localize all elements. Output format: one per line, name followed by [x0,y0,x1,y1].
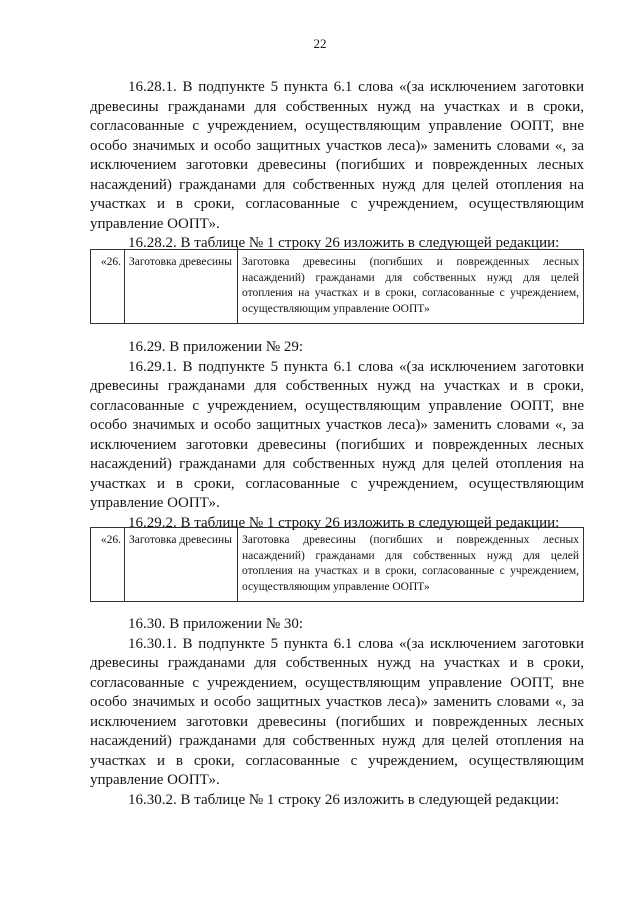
row-number-cell: «26. [91,250,125,324]
section-16-28 [90,78,584,254]
row-description-cell: Заготовка древесины (погибших и поврежденных лесных насаждений) гражданами для собственных нужд для целей отопления на участках и в сроки, согласованные с учреждением, осуществляющим управление ООПТ» [238,528,584,602]
paragraph-16-30-1: 16.30.1. В подпункте 5 пункта 6.1 слова «(за исключением заготовки древесины гражданами для собственных нужд на участках и в сроки, согласованные с учреждением, осуществляющим управление ООПТ, вне особо значимых и особо защитных участков леса)» заменить словами «, за исключением заготовки древесины (погибших и поврежденных лесных насаждений) гражданами для собственных нужд для целей отопления на участках и в сроки, согласованные с учреждением, осуществляющим управление ООПТ». [90,635,584,788]
table-row [91,250,584,324]
table-row-16-28 [90,249,584,324]
table-row-16-29 [90,527,584,602]
table-row [91,528,584,602]
row-number-cell: «26. [91,528,125,602]
paragraph-16-28-1: 16.28.1. В подпункте 5 пункта 6.1 слова «(за исключением заготовки древесины гражданами для собственных нужд на участках и в сроки, согласованные с учреждением, осуществляющим управление ООПТ, вне особо значимых и особо защитных участков леса)» заменить словами «, за исключением заготовки древесины (погибших и поврежденных лесных насаждений) гражданами для собственных нужд для целей отопления на участках и в сроки, согласованные с учреждением, осуществляющим управление ООПТ». [90,79,584,232]
heading-16-29: 16.29. В приложении № 29: [128,339,304,355]
page-number: 22 [313,36,327,51]
paragraph-16-30-2: 16.30.2. В таблице № 1 строку 26 изложить в следующей редакции: [128,791,560,808]
row-description-cell: Заготовка древесины (погибших и поврежденных лесных насаждений) гражданами для собственных нужд для целей отопления на участках и в сроки, согласованные с учреждением, осуществляющим управление ООПТ» [238,250,584,324]
section-16-29 [90,338,584,533]
paragraph-16-28-2: 16.28.2. В таблице № 1 строку 26 изложить в следующей редакции: [128,235,560,251]
row-name-cell: Заготовка древесины [125,528,238,602]
heading-16-30: 16.30. В приложении № 30: [128,616,304,632]
row-name-cell: Заготовка древесины [125,250,238,324]
section-16-30 [90,615,584,810]
paragraph-16-29-2: 16.29.2. В таблице № 1 строку 26 изложить в следующей редакции: [128,514,560,531]
paragraph-16-29-1: 16.29.1. В подпункте 5 пункта 6.1 слова «(за исключением заготовки древесины гражданами для собственных нужд на участках и в сроки, согласованные с учреждением, осуществляющим управление ООПТ, вне особо значимых и особо защитных участков леса)» заменить словами «, за исключением заготовки древесины (погибших и поврежденных лесных насаждений) гражданами для собственных нужд для целей отопления на участках и в сроки, согласованные с учреждением, осуществляющим управление ООПТ». [90,358,584,511]
